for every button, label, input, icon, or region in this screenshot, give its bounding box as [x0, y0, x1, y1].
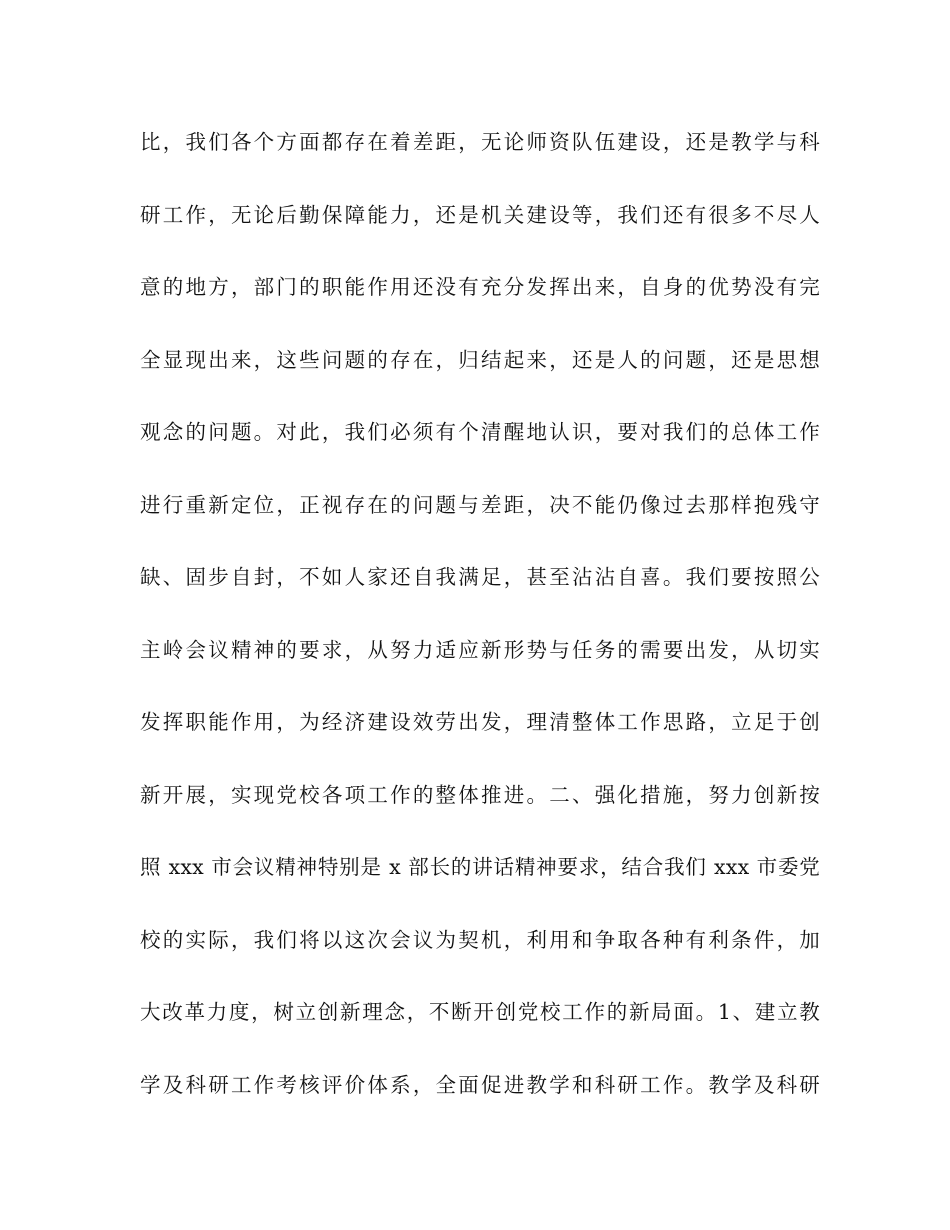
text-line-8: 主岭会议精神的要求，从努力适应新形势与任务的需要出发，从切实: [140, 637, 820, 662]
text-line-4: 全显现出来，这些问题的存在，归结起来，还是人的问题，还是思想: [140, 347, 820, 372]
text-line-11: 照 xxx 市会议精神特别是 x 部长的讲话精神要求，结合我们 xxx 市委党: [140, 855, 820, 879]
body-text: [140, 122, 820, 1137]
text-line-7: 缺、固步自封，不如人家还自我满足，甚至沾沾自喜。我们要按照公: [140, 565, 820, 589]
text-line-1: 比，我们各个方面都存在着差距，无论师资队伍建设，还是教学与科: [140, 130, 820, 154]
text-line-6: 进行重新定位，正视存在的问题与差距，决不能仍像过去那样抱残守: [140, 492, 820, 517]
text-line-10: 新开展，实现党校各项工作的整体推进。二、强化措施，努力创新按: [140, 782, 820, 807]
text-line-12: 校的实际，我们将以这次会议为契机，利用和争取各种有利条件，加: [140, 927, 820, 952]
text-line-5: 观念的问题。对此，我们必须有个清醒地认识，要对我们的总体工作: [140, 420, 820, 444]
text-line-2: 研工作，无论后勤保障能力，还是机关建设等，我们还有很多不尽人: [140, 202, 820, 227]
text-line-3: 意的地方，部门的职能作用还没有充分发挥出来，自身的优势没有完: [140, 275, 820, 299]
text-line-13: 大改革力度，树立创新理念，不断开创党校工作的新局面。1、建立教: [140, 1000, 820, 1024]
text-line-9: 发挥职能作用，为经济建设效劳出发，理清整体工作思路，立足于创: [140, 710, 820, 734]
text-line-14: 学及科研工作考核评价体系，全面促进教学和科研工作。教学及科研: [140, 1072, 820, 1097]
